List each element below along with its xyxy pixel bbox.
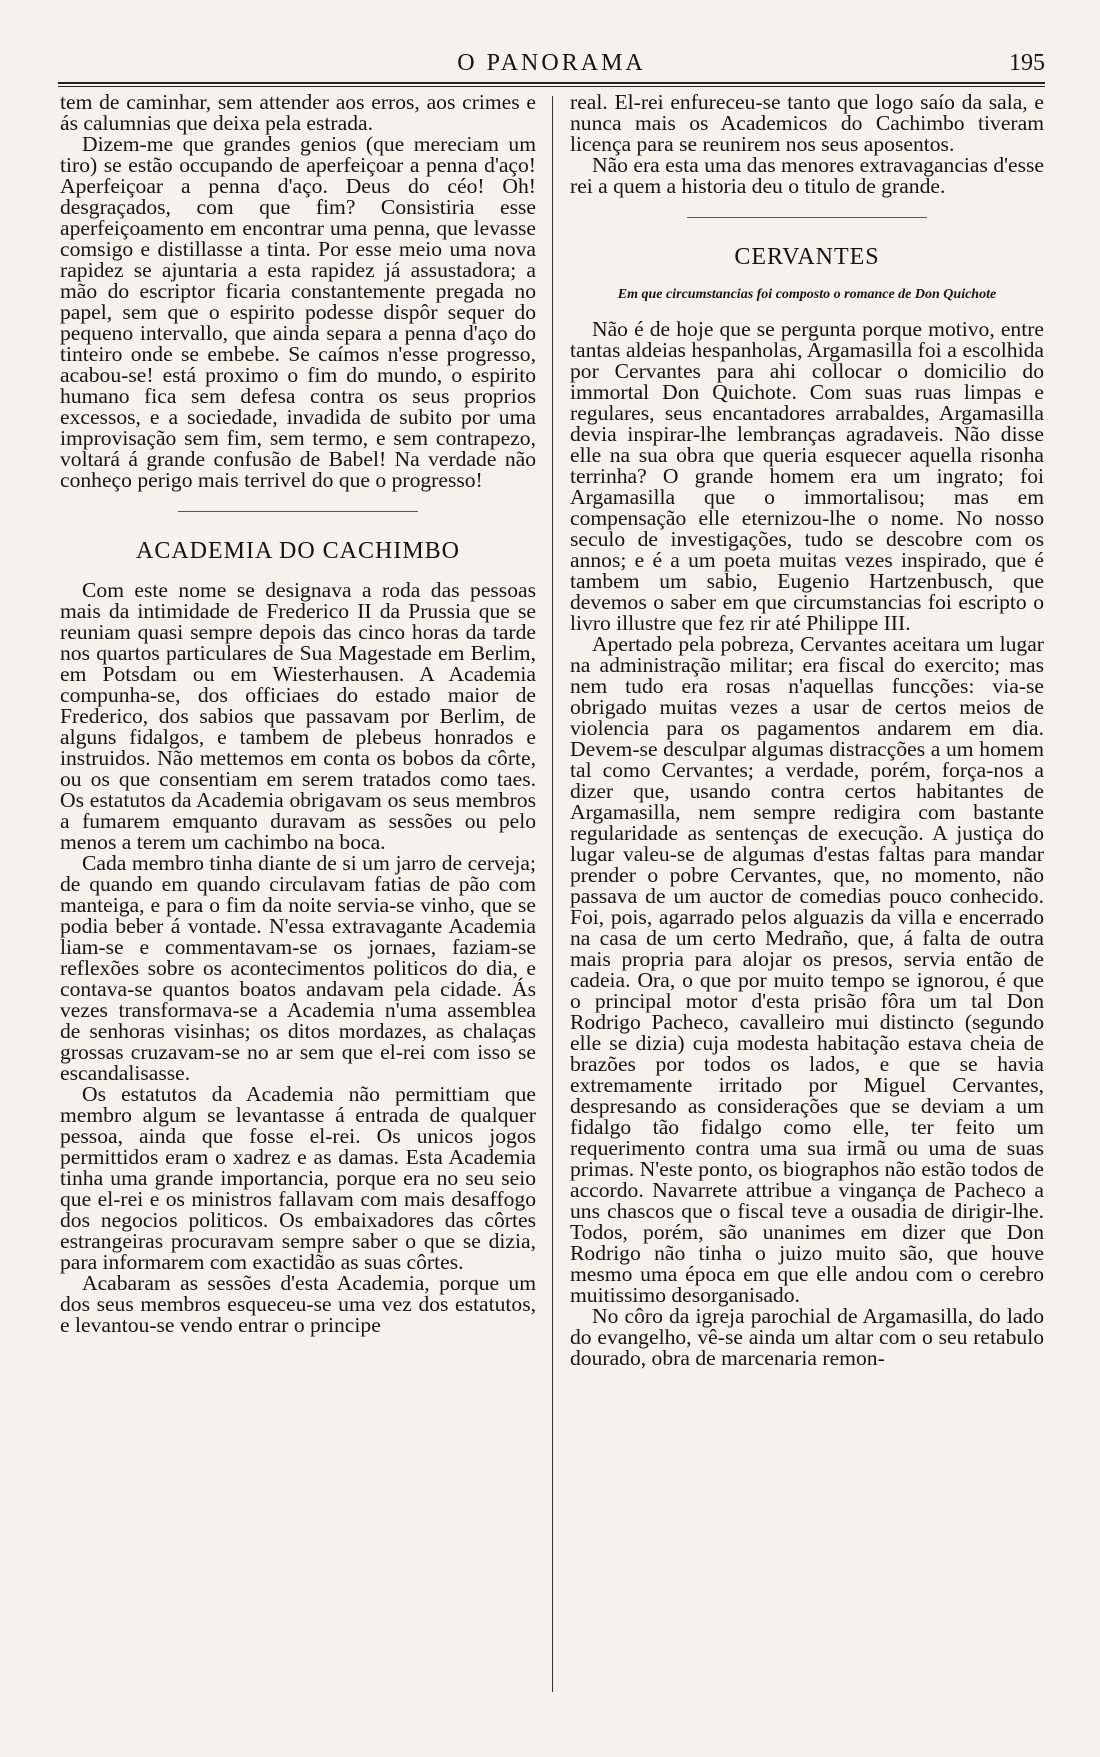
right-column [570, 92, 1044, 1369]
paragraph: Não era esta uma das menores extravagancias d'esse rei a quem a historia deu o titulo de grande. [570, 153, 1044, 198]
column-divider [552, 96, 553, 1692]
paragraph: Com este nome se designava a roda das pessoas mais da intimidade de Frederico II da Prussia que se reuniam quasi sempre depois das cinco horas da tarde nos quartos particulares de Sua Magestade em Berlim, em Potsdam ou em Wiesterhausen. A Academia compunha-se, dos officiaes do estado maior de Frederico, dos sabios que passavam por Berlim, de alguns fidalgos, e tambem de plebeus honrados e instruidos. Não mettemos em conta os bobos da côrte, ou os que consentiam em serem tratados como taes. Os estatutos da Academia obrigavam os seus membros a fumarem emquanto duravam as sessões ou pelo menos a terem um cachimbo na boca. [60, 578, 536, 854]
article-separator [178, 511, 418, 512]
running-header [58, 44, 1045, 84]
paragraph: Dizem-me que grandes genios (que mereciam um tiro) se estão occupando de aperfeiçoar a penna d'aço! Aperfeiçoar a penna d'aço. Deus do céo! Oh! desgraçados, com que fim? Consistiria esse aperfeiçoamento em encontrar uma penna, que levasse comsigo e distillasse a tinta. Por esse meio uma nova rapidez se ajuntaria a esta rapidez já assustadora; a mão do escriptor ficaria constantemente pregada no papel, sem que o espirito podesse dispôr sequer do pequeno intervallo, que ainda separa a penna d'aço do tinteiro onde se embebe. Se caímos n'esse progresso, acabou-se! está proximo o fim do mundo, o espirito humano fica sem defesa contra os seus proprios excessos, e a sociedade, invadida de subito por uma improvisação sem fim, sem termo, e sem contrapezo, voltará á grande confusão de Babel! Na verdade não conheço perigo mais terrivel do que o progresso! [60, 132, 536, 492]
article-title-academia: ACADEMIA DO CACHIMBO [135, 538, 461, 564]
paragraph: Acabaram as sessões d'esta Academia, porque um dos seus membros esqueceu-se uma vez dos estatutos, e levantou-se vendo entrar o principe [60, 1271, 536, 1337]
header-rule-thin [58, 86, 1045, 87]
paragraph: No côro da igreja parochial de Argamasilla, do lado do evangelho, vê-se ainda um altar com o seu retabulo dourado, obra de marcenaria remon- [570, 1304, 1044, 1370]
paragraph: Os estatutos da Academia não permittiam que membro algum se levantasse á entrada de qualquer pessoa, ainda que fosse el-rei. Os unicos jogos permittidos eram o xadrez e as damas. Esta Academia tinha uma grande importancia, porque era no seu seio que el-rei e os ministros fallavam com mais desaffogo dos negocios politicos. Os embaixadores das côrtes estrangeiras procuravam sempre saber o que se dizia, para informarem com exactidão as suas côrtes. [60, 1082, 536, 1274]
paragraph: Cada membro tinha diante de si um jarro de cerveja; de quando em quando circulavam fatias de pão com manteiga, e para o fim da noite servia-se vinho, que se podia beber á vontade. N'essa extravagante Academia liam-se e commentavam-se os jornaes, faziam-se reflexões sobre os acontecimentos politicos do dia, e contava-se quantos boatos andavam pela cidade. Ás vezes transformava-se a Academia n'uma assemblea de senhoras visinhas; os ditos mordazes, as chalaças grossas cruzavam-se no ar sem que el-rei com isso se escandalisasse. [60, 851, 536, 1085]
article-separator [687, 217, 927, 218]
continued-paragraph: tem de caminhar, sem attender aos erros, aos crimes e ás calumnias que deixa pela estrada. [60, 90, 536, 135]
header-rule [58, 82, 1045, 84]
paragraph: Não é de hoje que se pergunta porque motivo, entre tantas aldeias hespanholas, Argamasilla foi a escolhida por Cervantes para ahi collocar o domicilio do immortal Don Quichote. Com suas ruas limpas e regulares, seus encantadores arrabaldes, Argamasilla devia inspirar-lhe lembranças agradaveis. Não disse elle na sua obra que queria esquecer aquella risonha terrinha? O grande homem era um ingrato; foi Argamasilla que o immortalisou; mas em compensação elle eternizou-lhe o nome. No nosso seculo de investigações, tudo se descobre com os annos; e é a um poeta muitas vezes inspirado, que é tambem um sabio, Eugenio Hartzenbusch, que devemos o saber em que circumstancias foi escripto o livro illustre que fez rir até Philippe III. [570, 317, 1044, 635]
paragraph: Apertado pela pobreza, Cervantes aceitara um lugar na administração militar; era fiscal do exercito; mas nem tudo era rosas n'aquellas funcções: via-se obrigado muitas vezes a usar de certos meios de violencia para os pagamentos andarem em dia. Devem-se desculpar algumas distracções a um homem tal como Cervantes; a verdade, porém, força-nos a dizer que, usando contra certos habitantes de Argamasilla, nem sempre redigira com bastante regularidade as sentenças de execução. A justiça do lugar valeu-se de algumas d'estas faltas para mandar prender o pobre Cervantes, que, no momento, não passava de um auctor de comedias pouco conhecido. Foi, pois, agarrado pelos alguazis da villa e encerrado na casa de um certo Medraño, que, á falta de outra mais propria para alojar os presos, servia então de cadeia. Ora, o que por muito tempo se ignorou, é que o principal motor d'esta prisão fôra um tal Don Rodrigo Pacheco, cavalleiro mui distincto (segundo elle se dizia) cuja modesta habitação estava cheia de brazões por todos os lados, e que se havia extremamente irritado por Miguel Cervantes, despresando as considerações que se deviam a um fidalgo tão fidalgo como elle, ter feito um requerimento contra uma sua irmã ou uma de suas primas. N'este ponto, os biographos não estão todos de accordo. Navarrete attribue a vingança de Pacheco a uns chascos que o fiscal teve a ousadia de dirigir-lhe. Todos, porém, são unanimes em dizer que Don Rodrigo não tinha o juizo muito são, que houve mesmo uma época em que elle andou com o cerebro muitissimo desorganisado. [570, 632, 1044, 1307]
left-column [60, 92, 536, 1336]
article-title-cervantes: CERVANTES [734, 244, 880, 270]
article-subtitle: Em que circumstancias foi composto o romance de Don Quichote [617, 287, 997, 302]
publication-title: O PANORAMA [457, 50, 646, 76]
page-number: 195 [1009, 50, 1045, 76]
continued-paragraph: real. El-rei enfureceu-se tanto que logo saío da sala, e nunca mais os Academicos do Cachimbo tiveram licença para se reunirem nos seus aposentos. [570, 90, 1044, 156]
